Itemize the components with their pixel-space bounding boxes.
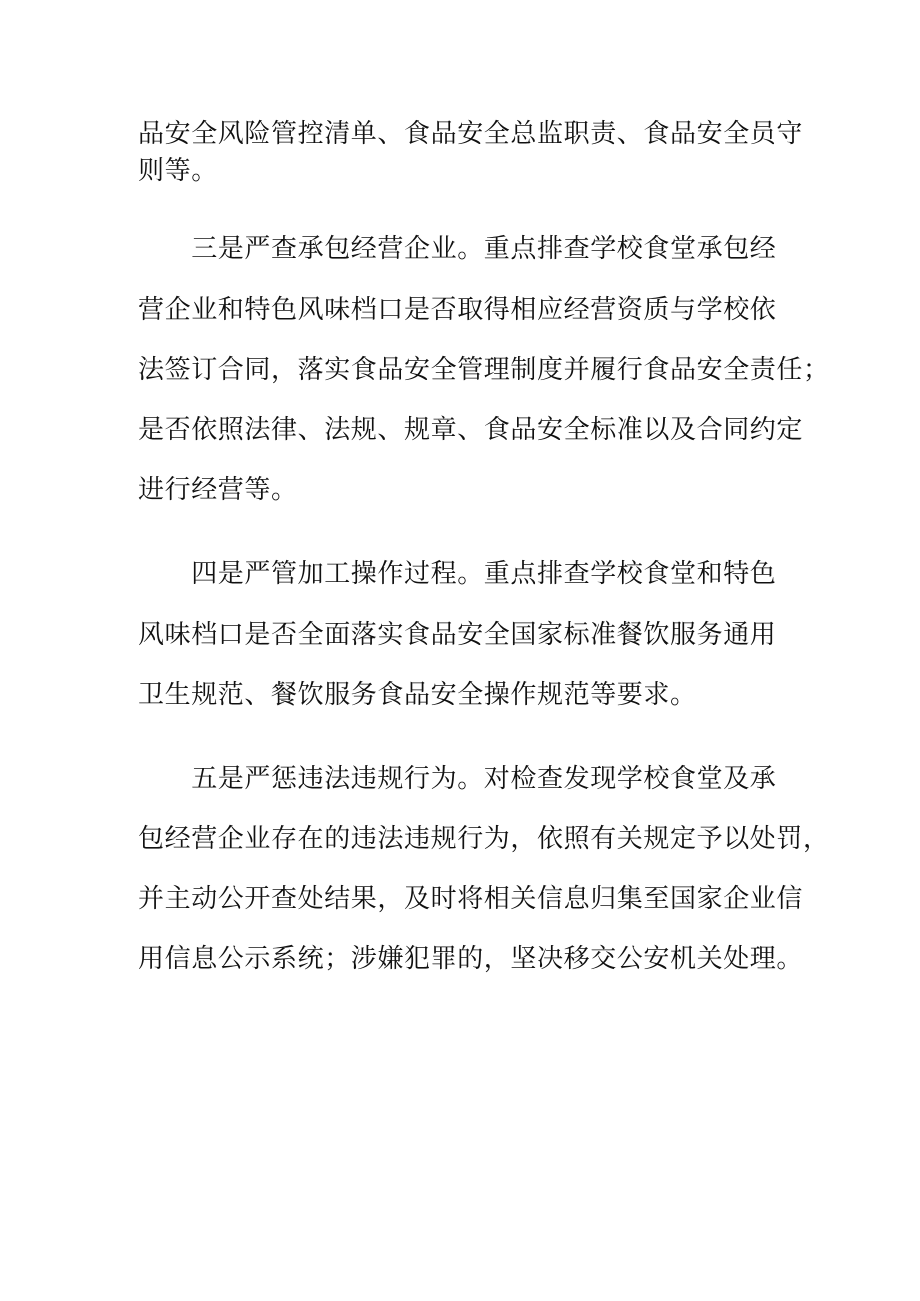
text-line: 法签订合同，落实食品安全管理制度并履行食品安全责任；	[138, 355, 830, 385]
text-line: 并主动公开查处结果，及时将相关信息归集至国家企业信	[138, 884, 804, 914]
text-line: 营企业和特色风味档口是否取得相应经营资质与学校依	[138, 295, 777, 325]
text-line: 包经营企业存在的违法违规行为，依照有关规定予以处罚，	[138, 824, 830, 854]
text-line: 是否依照法律、法规、规章、食品安全标准以及合同约定	[138, 415, 804, 445]
text-line: 三是严查承包经营企业。重点排查学校食堂承包经	[138, 234, 777, 264]
text-line: 则等。	[138, 156, 218, 186]
text-line: 卫生规范、餐饮服务食品安全操作规范等要求。	[138, 680, 697, 710]
text-line: 进行经营等。	[138, 475, 298, 505]
text-line: 品安全风险管控清单、食品安全总监职责、食品安全员守	[138, 119, 804, 149]
text-line: 用信息公示系统；涉嫌犯罪的，坚决移交公安机关处理。	[138, 944, 804, 974]
text-line: 五是严惩违法违规行为。对检查发现学校食堂及承	[138, 764, 777, 794]
text-line: 风味档口是否全面落实食品安全国家标准餐饮服务通用	[138, 620, 777, 650]
text-line: 四是严管加工操作过程。重点排查学校食堂和特色	[138, 559, 777, 589]
